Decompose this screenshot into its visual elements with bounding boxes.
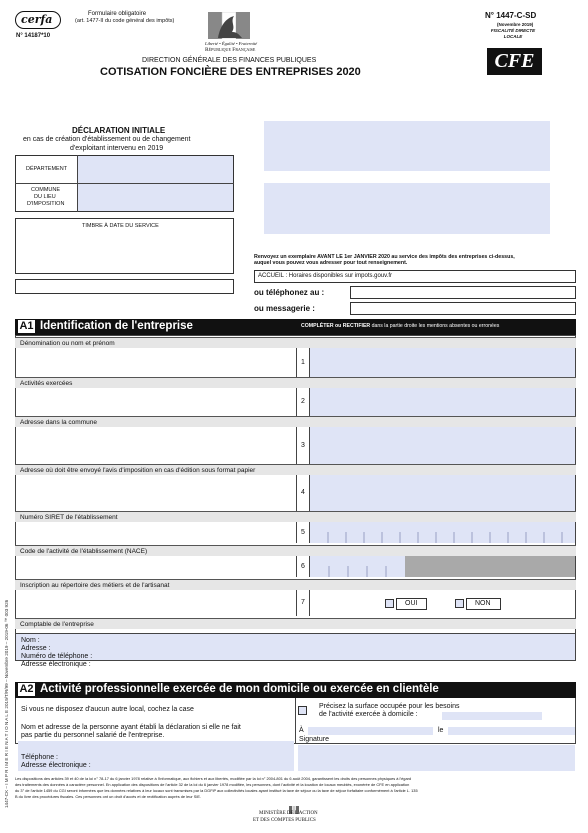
commune-input[interactable]	[78, 184, 233, 211]
surface-text-2: de l'activité exercée à domicile :	[319, 711, 418, 718]
field-4-num: 4	[296, 475, 310, 511]
cfe-badge-text: CFE	[494, 50, 535, 72]
oui-checkbox[interactable]	[385, 599, 394, 608]
commune-label-2: DU LIEU	[34, 194, 56, 200]
declaration-subtitle-2: d'exploitant intervenu en 2019	[70, 145, 164, 152]
section-a2-number: A2	[19, 683, 34, 695]
field-3-label: Adresse dans la commune	[15, 416, 576, 427]
no-premises-text: Si vous ne disposez d'aucun autre local, cochez la case	[21, 706, 194, 713]
legal-text-3: du 3° de l'article 1459 du CGI seront informées que les données relatives à leur locaux sont transmises par la DGFiP aux collectivités locales ayant institué la taxe de séjour ou la taxe de séjour forfaitaire conformément à l'article L. 135	[15, 788, 418, 793]
field-6-label: Code de l'activité de l'établissement (NACE)	[15, 545, 576, 556]
accountant-block[interactable]	[16, 634, 575, 660]
extra-box	[15, 279, 234, 294]
place-label: À	[299, 727, 304, 734]
directorate: DIRECTION GÉNÉRALE DES FINANCES PUBLIQUES	[142, 57, 317, 64]
return-notice-2: auquel vous pouvez vous adresser pour tout renseignement.	[254, 260, 408, 266]
phone-label: ou téléphonez au :	[254, 288, 325, 297]
commune-label-1: COMMUNE	[31, 187, 61, 193]
section-a1-instruction	[301, 323, 499, 329]
no-premises-checkbox[interactable]	[298, 706, 307, 715]
signature-label: Signature	[299, 736, 329, 743]
legal-text-2: des traitements des données à caractère personnel. En application des dispositions de l'article 32 de la loi du 6 janvier 1978 modifiée, les personnes, dont l'activité et la location de locaux meublés, exonérée de CFE en application	[15, 782, 410, 787]
cerfa-logo	[15, 11, 61, 29]
return-notice-1: Renvoyez un exemplaire AVANT LE 1er JANVIER 2020 au service des impôts des entreprises ci-dessus,	[254, 254, 515, 260]
republic-name: République Française	[205, 47, 256, 53]
instruction-bold: COMPLÉTER ou RECTIFIER	[301, 323, 371, 329]
field-1-num: 1	[296, 348, 310, 377]
side-print-reference: 1447-CK – I M P R I M E R I E N A T I O N A L E 2019/T/R/99 – Novembre 2019 – 2019-06 ™ 003 926	[4, 599, 9, 808]
accountant-name: Nom :	[21, 637, 40, 644]
staff-text-2: pas partie du personnel salarié de l'entreprise.	[21, 732, 165, 739]
field-5-label: Numéro SIRET de l'établissement	[15, 511, 576, 522]
place-input[interactable]	[308, 727, 433, 735]
declarant-phone: Téléphone :	[21, 754, 58, 761]
field-5-num: 5	[296, 522, 310, 543]
accountant-label: Comptable de l'entreprise	[15, 618, 576, 629]
signature-input[interactable]	[298, 745, 575, 771]
marianne-logo	[208, 12, 250, 39]
ministry-emblem	[289, 801, 299, 809]
surface-text-1: Précisez la surface occupée pour les besoins	[319, 703, 460, 710]
instruction-rest: dans la partie droite les mentions absentes ou erronées	[370, 323, 500, 329]
field-4-label: Adresse où doit être envoyé l'avis d'imposition en cas d'édition sous format papier	[15, 464, 576, 475]
article-reference: (art. 1477-II du code général des impôts)	[75, 18, 175, 24]
accountant-phone: Numéro de téléphone :	[21, 653, 93, 660]
field-6-num: 6	[296, 556, 310, 577]
section-a1-number: A1	[19, 320, 34, 332]
nace-greyed	[405, 556, 575, 577]
service-contact-block[interactable]	[264, 183, 550, 234]
declarant-email: Adresse électronique :	[21, 762, 91, 769]
accueil-text: ACCUEIL : Horaires disponibles sur impots.gouv.fr	[258, 273, 393, 279]
field-3-num: 3	[296, 427, 310, 464]
form-number: N° 1447-C-SD	[485, 11, 537, 20]
legal-text-1: Les dispositions des articles 39 et 40 de la loi n° 78-17 du 6 janvier 1978 relative à l'informatique, aux fichiers et aux libertés, modifiée par la loi n° 2004-801 du 6 août 2004, garantissent les droits des personnes physiques à l'égard	[15, 776, 412, 781]
field-2-label: Activités exercées	[15, 377, 576, 388]
email-label: ou messagerie :	[254, 304, 315, 313]
ministry-line-2: ET DES COMPTES PUBLICS	[253, 818, 316, 823]
mandatory-form-label: Formulaire obligatoire	[88, 11, 147, 17]
date-input[interactable]	[448, 727, 575, 735]
cerfa-logo-text: cerfa	[21, 13, 53, 26]
accountant-email: Adresse électronique :	[21, 661, 91, 668]
departement-label: DÉPARTEMENT	[26, 166, 68, 172]
republic-motto: Liberté • Égalité • Fraternité	[205, 41, 258, 46]
field-1-label: Dénomination ou nom et prénom	[15, 337, 576, 348]
field-7-label: Inscription au répertoire des métiers et de l'artisanat	[15, 579, 576, 590]
ministry-line-1: MINISTÈRE DE L'ACTION	[259, 811, 318, 816]
field-4-input[interactable]	[310, 475, 575, 511]
section-a2-title: Activité professionnelle exercée de mon domicile ou exercée en clientèle	[40, 683, 439, 695]
cfe-badge	[487, 48, 542, 75]
field-3-input[interactable]	[310, 427, 575, 464]
surface-input[interactable]	[442, 712, 542, 720]
field-7-num: 7	[296, 590, 310, 616]
oui-label: OUI	[405, 600, 418, 607]
section-a1-header	[15, 319, 576, 335]
date-label: le	[438, 727, 444, 734]
form-date: (Novembre 2019)	[497, 22, 534, 27]
tax-type: FISCALITÉ DIRECTE LOCALE	[490, 28, 536, 39]
accountant-address: Adresse :	[21, 645, 51, 652]
nace-input[interactable]	[310, 556, 405, 577]
section-a1-title: Identification de l'entreprise	[40, 320, 193, 332]
service-address-block[interactable]	[264, 121, 550, 171]
legal-text-4: B du livre des procédures fiscales. Ces personnes ont un droit d'accès et de rectification auprès de leur SIE.	[15, 794, 202, 799]
declaration-title: DÉCLARATION INITIALE	[72, 126, 166, 135]
section-a2-header	[15, 682, 576, 698]
phone-input[interactable]	[350, 286, 576, 299]
siret-input[interactable]	[310, 522, 575, 543]
cerfa-number: N° 14187*10	[16, 33, 51, 39]
field-2-num: 2	[296, 388, 310, 416]
non-checkbox[interactable]	[455, 599, 464, 608]
field-1-input[interactable]	[310, 348, 575, 377]
departement-input[interactable]	[78, 156, 233, 183]
main-title: COTISATION FONCIÈRE DES ENTREPRISES 2020	[100, 66, 361, 78]
declaration-subtitle-1: en cas de création d'établissement ou de changement	[23, 136, 191, 143]
commune-label-3: D'IMPOSITION	[27, 201, 65, 207]
stamp-label: TIMBRE À DATE DU SERVICE	[82, 223, 159, 229]
staff-text-1: Nom et adresse de la personne ayant établi la déclaration si elle ne fait	[21, 724, 241, 731]
field-2-input[interactable]	[310, 388, 575, 416]
non-label: NON	[475, 600, 491, 607]
email-input[interactable]	[350, 302, 576, 315]
